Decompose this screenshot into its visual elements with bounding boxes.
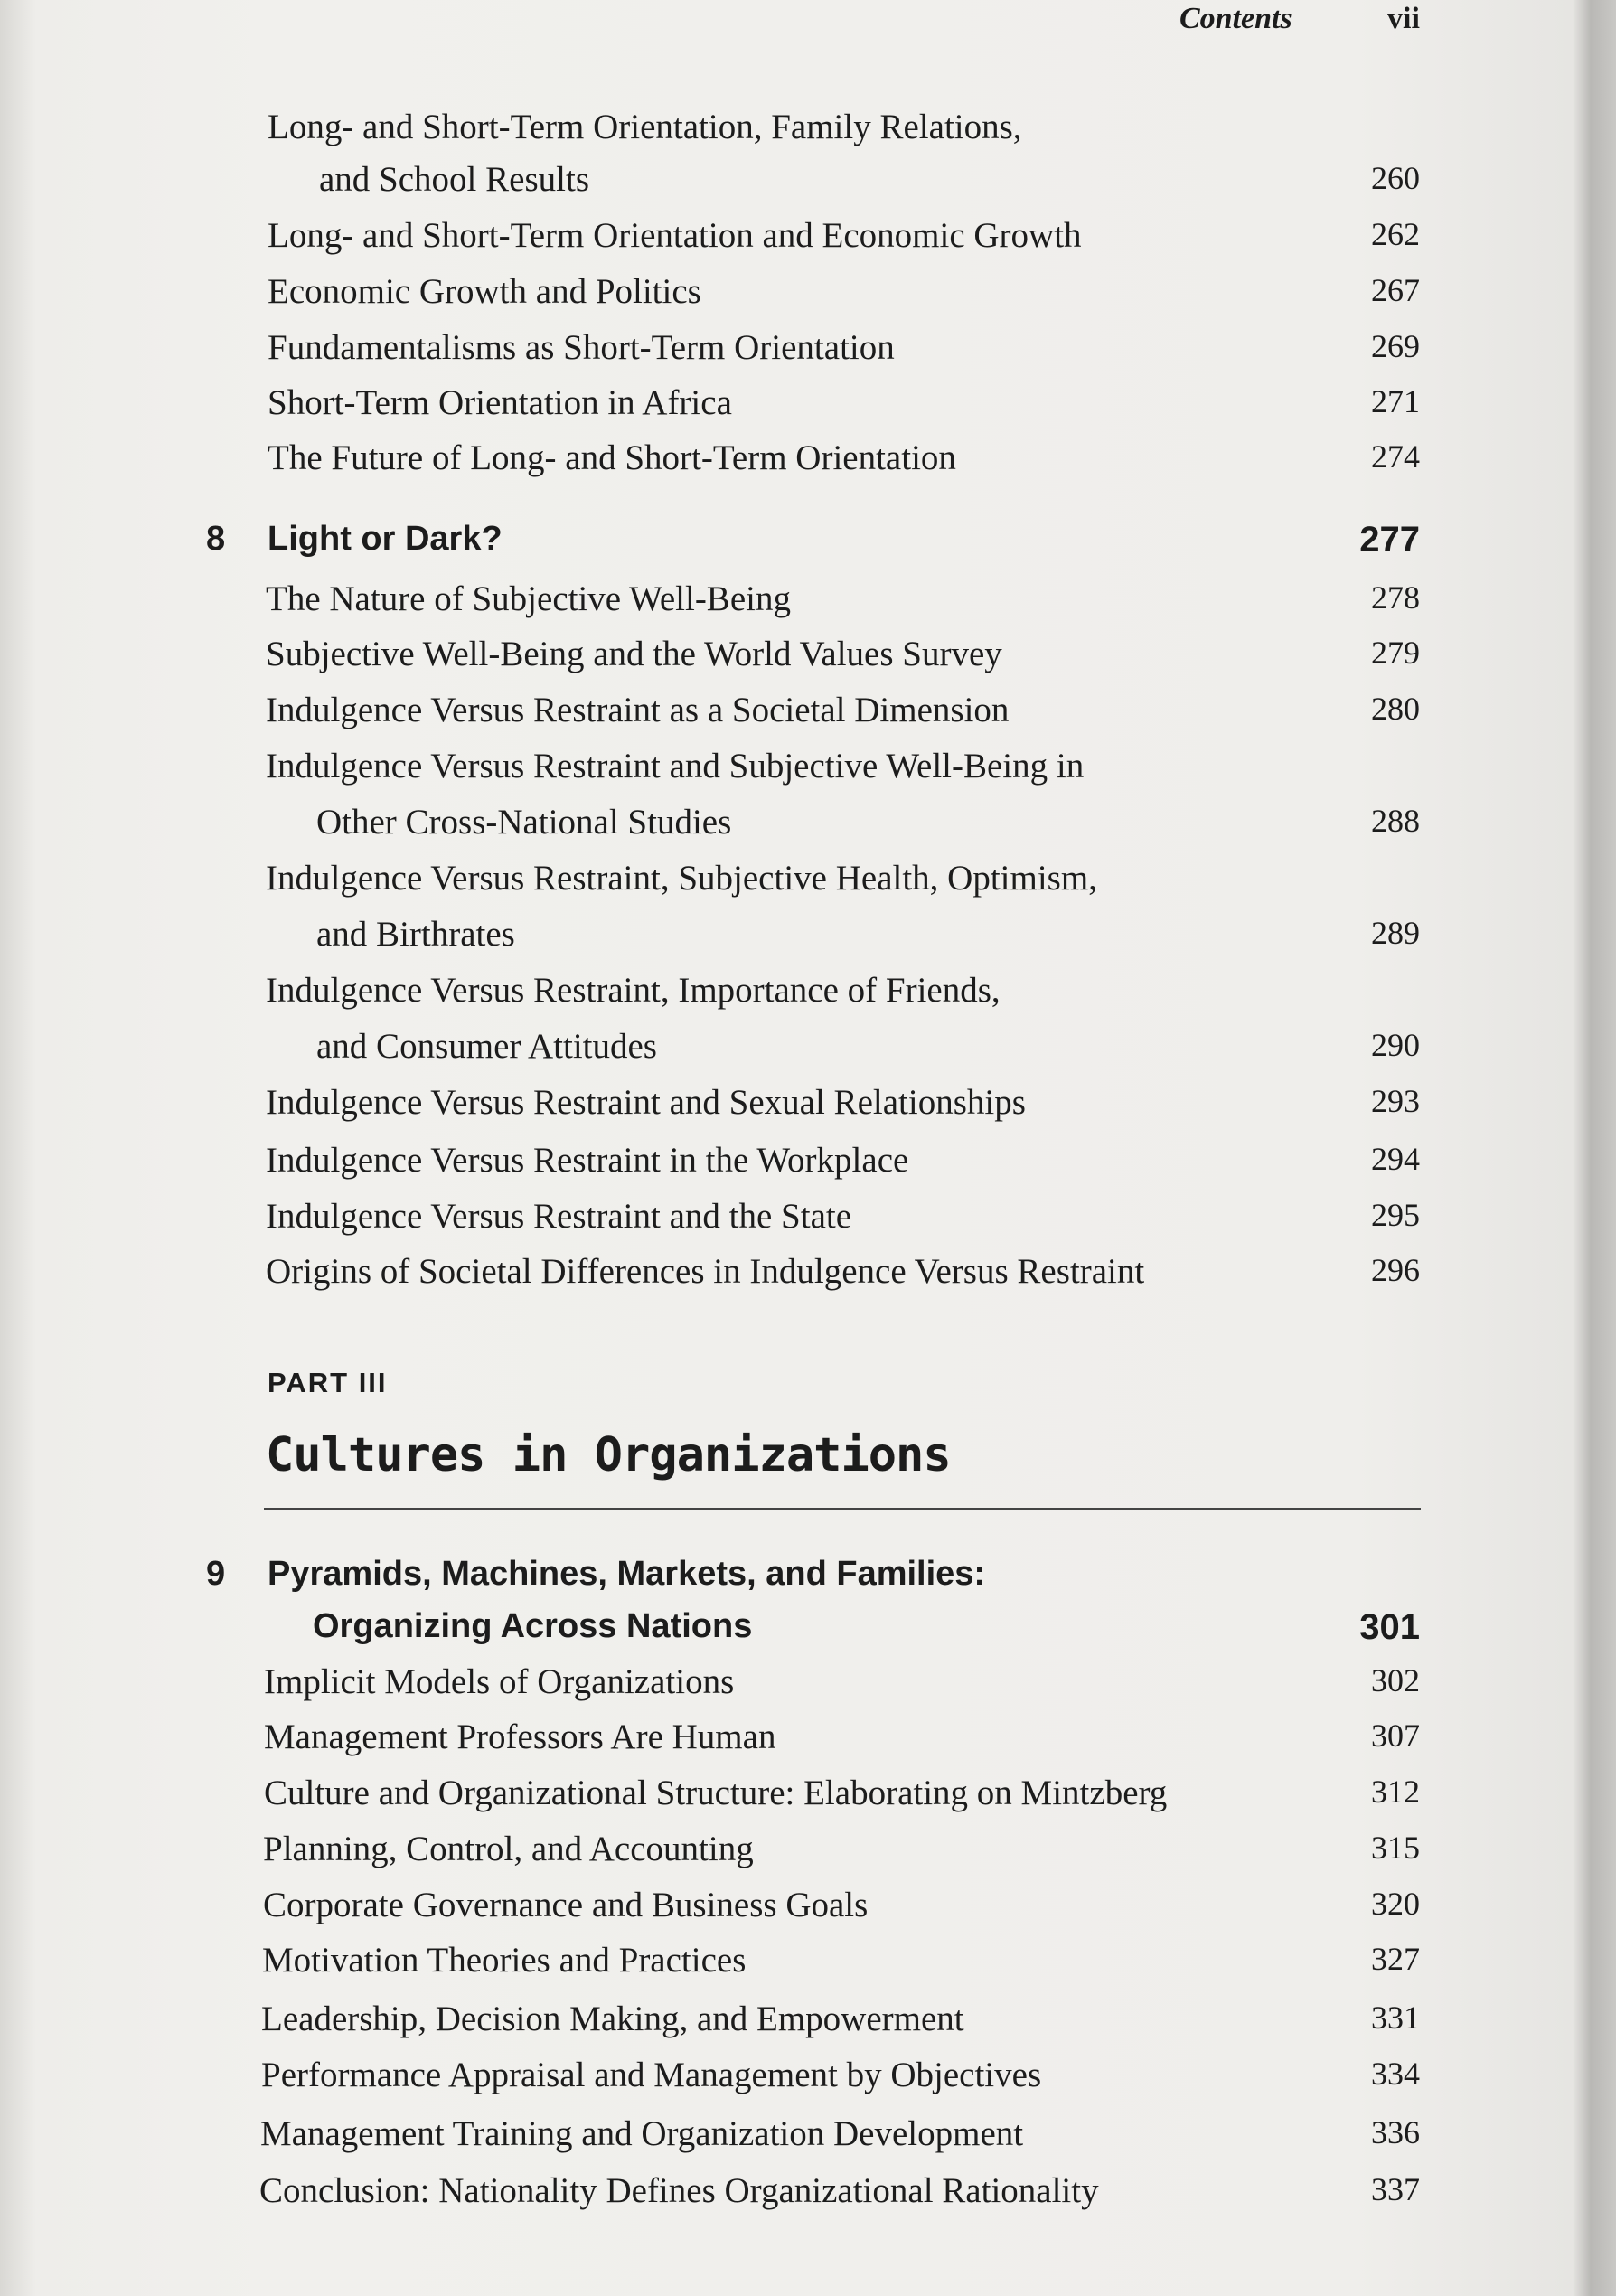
toc-entry [0,215,1616,269]
entry-title: Pyramids, Machines, Markets, and Families: [268,1555,986,1593]
entry-title: Leadership, Decision Making, and Empowerment [261,2000,964,2038]
toc-entry [0,690,1616,744]
entry-page: 337 [1371,2171,1420,2207]
entry-page: 331 [1371,2000,1420,2036]
entry-page: 280 [1371,691,1420,727]
entry-page: 296 [1371,1252,1420,1288]
entry-page: 277 [1359,520,1420,560]
entry-title: Indulgence Versus Restraint as a Societal Dimension [266,691,1010,729]
entry-title: Other Cross-National Studies [316,803,732,842]
entry-title: Subjective Well-Being and the World Values Survey [266,635,1002,673]
entry-title: Economic Growth and Politics [268,272,701,311]
entry-page: 289 [1371,915,1420,951]
entry-title: Indulgence Versus Restraint and the State [266,1197,852,1236]
toc-entry [0,1773,1616,1827]
entry-title: Light or Dark? [268,520,503,558]
toc-entry [0,2113,1616,2168]
entry-page: 312 [1371,1774,1420,1810]
toc-entry [0,1885,1616,1939]
entry-title: Origins of Societal Differences in Indulgence Versus Restraint [266,1252,1145,1291]
entry-page: 271 [1371,383,1420,419]
chapter-entry [0,520,1616,574]
toc-entry [0,1717,1616,1771]
entry-page: 302 [1371,1662,1420,1698]
chapter-entry [0,1555,1616,1609]
entry-title: The Future of Long- and Short-Term Orientation [268,438,956,477]
entry-title: Fundamentalisms as Short-Term Orientation [268,328,895,367]
toc-entry [0,634,1616,688]
toc-entry [0,1661,1616,1716]
toc-entry [0,1140,1616,1194]
toc-entry [0,1026,1616,1080]
chapter-number: 8 [206,520,226,558]
entry-title: Motivation Theories and Practices [262,1941,747,1980]
entry-title: Indulgence Versus Restraint in the Workplace [266,1141,909,1180]
entry-title: Conclusion: Nationality Defines Organizational Rationality [259,2171,1099,2210]
toc-entry [0,970,1616,1024]
entry-page: 336 [1371,2114,1420,2150]
entry-page: 301 [1359,1607,1420,1647]
page-number: vii [1387,2,1420,35]
entry-title: Long- and Short-Term Orientation and Economic Growth [268,216,1082,255]
entry-page: 295 [1371,1197,1420,1233]
toc-entry [0,746,1616,800]
part-label: PART III [268,1367,388,1398]
entry-page: 269 [1371,328,1420,364]
entry-title: The Nature of Subjective Well-Being [266,579,791,618]
toc-entry [0,327,1616,381]
entry-page: 334 [1371,2056,1420,2092]
entry-page: 320 [1371,1886,1420,1922]
entry-title: Indulgence Versus Restraint and Subjective Well-Being in [266,747,1085,786]
toc-entry [0,1196,1616,1250]
entry-page: 278 [1371,579,1420,616]
toc-entry [0,1940,1616,1994]
entry-page: 274 [1371,438,1420,475]
entry-title: Management Professors Are Human [264,1717,776,1756]
entry-page: 293 [1371,1083,1420,1119]
entry-page: 315 [1371,1830,1420,1866]
entry-page: 294 [1371,1141,1420,1177]
entry-page: 307 [1371,1717,1420,1754]
entry-title: Indulgence Versus Restraint and Sexual Relationships [266,1083,1026,1122]
toc-entry [0,914,1616,968]
entry-title: Management Training and Organization Development [260,2114,1024,2153]
toc-entry [0,438,1616,492]
toc-entry [0,1251,1616,1305]
toc-entry [0,1829,1616,1883]
entry-page: 290 [1371,1027,1420,1063]
toc-entry [0,107,1616,161]
entry-title: and Consumer Attitudes [316,1027,657,1066]
entry-title: Performance Appraisal and Management by Objectives [261,2056,1042,2094]
entry-title: Indulgence Versus Restraint, Importance of Friends, [266,971,1001,1010]
toc-entry [0,858,1616,912]
toc-entry [0,579,1616,633]
entry-title: Planning, Control, and Accounting [263,1830,754,1868]
entry-page: 267 [1371,272,1420,308]
entry-title: and School Results [319,160,589,199]
entry-page: 279 [1371,635,1420,671]
entry-title: Implicit Models of Organizations [264,1662,735,1701]
toc-entry [0,2055,1616,2109]
entry-page: 288 [1371,803,1420,839]
entry-title: Short-Term Orientation in Africa [268,383,732,422]
entry-page: 327 [1371,1941,1420,1977]
chapter-number: 9 [206,1555,226,1593]
toc-entry [0,382,1616,437]
toc-entry [0,1082,1616,1136]
running-head-title: Contents [1179,2,1292,35]
entry-title: Corporate Governance and Business Goals [263,1886,869,1924]
part-divider [264,1508,1421,1510]
toc-entry [0,271,1616,325]
entry-page: 260 [1371,160,1420,196]
part-title: Cultures in Organizations [266,1428,951,1482]
entry-page: 262 [1371,216,1420,252]
toc-entry [0,1999,1616,2053]
toc-entry [0,802,1616,856]
toc-entry [0,2170,1616,2225]
entry-title: Indulgence Versus Restraint, Subjective Health, Optimism, [266,859,1097,898]
entry-title: and Birthrates [316,915,515,954]
entry-title: Organizing Across Nations [313,1607,753,1645]
toc-entry [0,1607,1616,1661]
entry-title: Long- and Short-Term Orientation, Family Relations, [268,108,1022,146]
toc-entry [0,159,1616,213]
entry-title: Culture and Organizational Structure: Elaborating on Mintzberg [264,1774,1168,1812]
